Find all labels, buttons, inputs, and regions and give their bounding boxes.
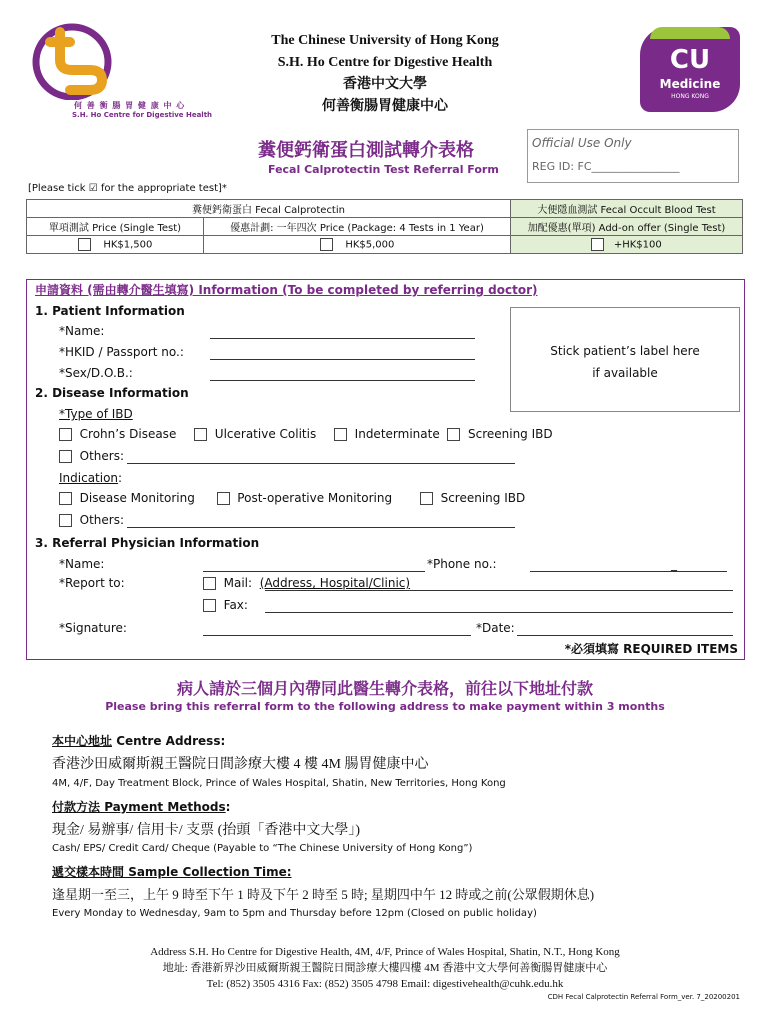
- ibd-others-label: Others:: [79, 449, 125, 463]
- payment-heading-en: Payment Methods: [100, 800, 226, 814]
- collection-heading: [52, 863, 292, 880]
- form-title-en: Fecal Calprotectin Test Referral Form: [268, 163, 499, 176]
- package-price: HK$5,000: [345, 239, 395, 251]
- screening-ibd-2-checkbox[interactable]: [420, 492, 433, 505]
- collection-en: Every Monday to Wednesday, 9am to 5pm and Thursday before 12pm (Closed on public holiday): [52, 908, 537, 919]
- ibd-type-label: *Type of IBD: [59, 407, 133, 421]
- centre-name-en: S.H. Ho Centre for Digestive Health: [277, 55, 493, 70]
- addon-price: +HK$100: [613, 239, 662, 251]
- info-heading: 申請資料 (需由轉介醫生填寫) Information (To be completed by referring doctor): [35, 283, 538, 297]
- single-test-checkbox[interactable]: [78, 238, 91, 251]
- university-name-en: The Chinese University of Hong Kong: [271, 33, 499, 48]
- logo-text-zh: 何 善 衡 腸 胃 健 康 中 心: [74, 101, 186, 110]
- patient-label-box: [510, 307, 740, 412]
- screening-ibd-label: Screening IBD: [467, 427, 553, 441]
- ibd-others-checkbox[interactable]: [59, 450, 72, 463]
- indication-others-field[interactable]: [127, 527, 515, 528]
- mail-checkbox[interactable]: [203, 577, 216, 590]
- payment-zh: 現金/ 易辦事/ 信用卡/ 支票 (抬頭「香港中文大學」): [52, 823, 360, 838]
- postop-checkbox[interactable]: [217, 492, 230, 505]
- university-name-zh: 香港中文大學: [343, 77, 427, 92]
- address-heading-en: Centre Address:: [112, 734, 226, 748]
- indication-others-checkbox[interactable]: [59, 514, 72, 527]
- indication-others-row: [59, 513, 124, 527]
- uc-checkbox[interactable]: [194, 428, 207, 441]
- indication-others-label: Others:: [79, 513, 125, 527]
- patient-heading: 1. Patient Information: [35, 304, 185, 318]
- addon-label: 加配優惠(單項) Add-on offer (Single Test): [511, 218, 743, 236]
- collection-heading-zh: 遞交樣本時間: [52, 865, 125, 879]
- address-heading-zh: 本中心地址: [52, 734, 113, 748]
- footer: [0, 944, 770, 992]
- uc-label: Ulcerative Colitis: [214, 427, 317, 441]
- physician-name-field[interactable]: [203, 571, 425, 572]
- price-table: [26, 199, 743, 254]
- tick-instruction: [Please tick ☑ for the appropriate test]*: [28, 183, 227, 194]
- ibd-type-options: [59, 427, 553, 441]
- form-title-zh: 糞便鈣衛蛋白測試轉介表格: [258, 140, 474, 160]
- footer-address-zh: 地址: 香港新界沙田威爾斯親王醫院日間診療大樓四樓 4M 香港中文大學何善衡腸胃健康中心: [162, 962, 608, 974]
- mail-address-field[interactable]: [265, 590, 733, 591]
- physician-name-label: *Name:: [59, 557, 105, 571]
- screening-ibd-checkbox[interactable]: [447, 428, 460, 441]
- phone-field-mark: _: [671, 557, 677, 571]
- referral-heading: 3. Referral Physician Information: [35, 536, 260, 550]
- mail-detail: (Address, Hospital/Clinic): [259, 576, 411, 590]
- sex-dob-label: *Sex/D.O.B.:: [59, 366, 133, 380]
- indication-label: Indication: [59, 471, 119, 485]
- label-box-line1: Stick patient’s label here: [550, 344, 700, 358]
- package-checkbox[interactable]: [320, 238, 333, 251]
- phone-field[interactable]: [530, 571, 727, 572]
- payment-heading: [52, 798, 230, 815]
- official-use-label: Official Use Only: [532, 136, 632, 150]
- mail-label: Mail:: [223, 576, 253, 590]
- address-heading: [52, 732, 225, 749]
- single-test-label: 單項測試 Price (Single Test): [27, 218, 204, 236]
- mail-row: [203, 576, 410, 590]
- cu-medicine-logo: [640, 27, 740, 112]
- centre-name-zh: 何善衡腸胃健康中心: [322, 99, 448, 114]
- hkid-label: *HKID / Passport no.:: [59, 345, 184, 359]
- fax-row: [203, 598, 248, 612]
- notice-en: Please bring this referral form to the following address to make payment within 3 months: [105, 700, 665, 713]
- fax-checkbox[interactable]: [203, 599, 216, 612]
- official-use-box: [527, 129, 739, 183]
- form-version: CDH Fecal Calprotectin Referral Form_ver. 7_20200201: [547, 993, 740, 1001]
- cu-logo-mid: Medicine: [659, 77, 721, 91]
- disease-monitoring-label: Disease Monitoring: [79, 491, 195, 505]
- patient-name-field[interactable]: [210, 338, 475, 339]
- reg-id-field[interactable]: REG ID: FC________________: [532, 160, 680, 173]
- postop-label: Post-operative Monitoring: [237, 491, 393, 505]
- payment-en: Cash/ EPS/ Credit Card/ Cheque (Payable to “The Chinese University of Hong Kong”): [52, 843, 473, 854]
- payment-heading-zh: 付款方法: [52, 800, 101, 814]
- logo-text-en: S.H. Ho Centre for Digestive Health: [72, 111, 213, 119]
- indication-options: [59, 491, 525, 505]
- notice-zh: 病人請於三個月內帶同此醫生轉介表格，前往以下地址付款: [176, 681, 593, 698]
- sex-dob-field[interactable]: [210, 380, 475, 381]
- indication-colon: :: [118, 471, 123, 485]
- cu-logo-bottom: HONG KONG: [671, 93, 709, 100]
- fc-header: 糞便鈣衛蛋白 Fecal Calprotectin: [27, 200, 511, 218]
- cu-logo-top: CU: [669, 45, 711, 75]
- required-note: *必須填寫 REQUIRED ITEMS: [564, 642, 738, 656]
- fob-header: 大便隱血測試 Fecal Occult Blood Test: [511, 200, 743, 218]
- ibd-others-field[interactable]: [127, 463, 515, 464]
- single-price-cell: [27, 236, 204, 254]
- crohn-label: Crohn’s Disease: [79, 427, 177, 441]
- indeterminate-checkbox[interactable]: [334, 428, 347, 441]
- footer-address-en: Address S.H. Ho Centre for Digestive Health, 4M, 4/F, Prince of Wales Hospital, Shatin, N.T., Hong Kong: [150, 946, 620, 958]
- signature-field[interactable]: [203, 635, 471, 636]
- address-en: 4M, 4/F, Day Treatment Block, Prince of Wales Hospital, Shatin, New Territories, Hong Kong: [52, 778, 506, 789]
- addon-checkbox[interactable]: [591, 238, 604, 251]
- disease-heading: 2. Disease Information: [35, 386, 189, 400]
- payment-heading-colon: :: [225, 800, 231, 814]
- information-section: [26, 279, 745, 660]
- indeterminate-label: Indeterminate: [354, 427, 440, 441]
- signature-label: *Signature:: [59, 621, 127, 635]
- footer-contact: Tel: (852) 3505 4316 Fax: (852) 3505 4798 Email: digestivehealth@cuhk.edu.hk: [206, 978, 564, 990]
- screening-ibd-2-label: Screening IBD: [440, 491, 526, 505]
- fax-field[interactable]: [265, 612, 733, 613]
- hkid-field[interactable]: [210, 359, 475, 360]
- single-price: HK$1,500: [103, 239, 153, 251]
- ibd-others-row: [59, 449, 124, 463]
- crohn-checkbox[interactable]: [59, 428, 72, 441]
- package-price-cell: [204, 236, 511, 254]
- indication-row: [59, 471, 122, 485]
- collection-zh: 逢星期一至三，上午 9 時至下午 1 時及下午 2 時至 5 時; 星期四中午 12 時或之前(公眾假期休息): [52, 887, 595, 902]
- disease-monitoring-checkbox[interactable]: [59, 492, 72, 505]
- address-zh: 香港沙田威爾斯親王醫院日間診療大樓 4 樓 4M 腸胃健康中心: [52, 757, 429, 772]
- date-field[interactable]: [517, 635, 733, 636]
- date-label: *Date:: [476, 621, 515, 635]
- addon-price-cell: [511, 236, 743, 254]
- patient-name-label: *Name:: [59, 324, 105, 338]
- package-label: 優惠計劃: 一年四次 Price (Package: 4 Tests in 1 Year): [204, 218, 511, 236]
- fax-label: Fax:: [223, 598, 248, 612]
- label-box-line2: if available: [592, 366, 658, 380]
- collection-heading-en: Sample Collection Time:: [124, 865, 292, 879]
- phone-label: *Phone no.:: [427, 557, 497, 571]
- report-to-label: *Report to:: [59, 576, 125, 590]
